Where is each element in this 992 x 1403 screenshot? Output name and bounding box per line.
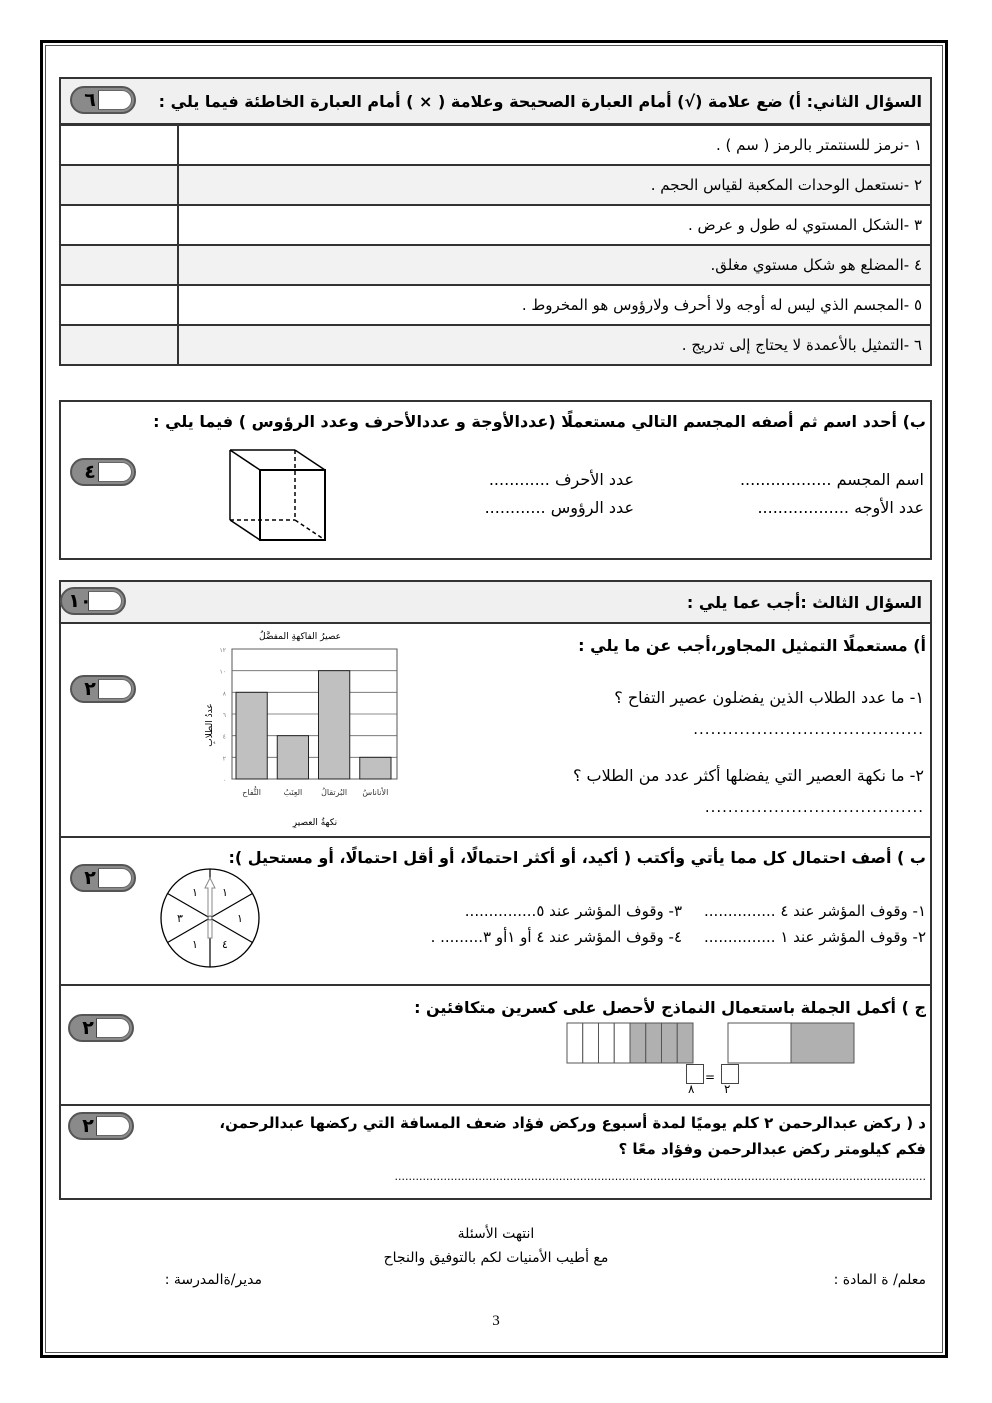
true-false-table <box>59 124 932 366</box>
score-value: ١٠ <box>68 590 92 612</box>
probability-item-3[interactable]: ٣- وقوف المؤشر عند ٥............... <box>464 902 682 920</box>
fraction-models <box>566 1022 858 1064</box>
end-text: انتهت الأسئلة <box>457 1226 535 1242</box>
q3a-answer-1[interactable]: ........................................ <box>693 720 924 738</box>
score-value: ٢ <box>82 1115 94 1137</box>
score-slot[interactable] <box>88 591 122 611</box>
x-tick-label: البُرتقالُ <box>321 788 348 797</box>
table-row <box>60 125 931 165</box>
score-value: ٤ <box>84 461 96 483</box>
page-number: 3 <box>492 1313 500 1329</box>
equals-sign: = <box>705 1070 716 1084</box>
spinner-divider <box>210 894 252 919</box>
y-tick-label: ١٠ <box>219 668 226 676</box>
y-tick-label: ٠ <box>222 777 226 784</box>
q3d-answer-line[interactable]: ........................................................................................................................................................ <box>394 1170 926 1183</box>
statement: ٤ -المضلع هو شكل مستوي مغلق. <box>178 245 931 285</box>
q3a-score-badge <box>70 675 136 703</box>
chart-title: عصيرُ الفاكهةِ المفضَّلُ <box>259 632 341 642</box>
q2-header <box>59 77 932 125</box>
q3c-score-badge <box>68 1014 134 1042</box>
fraction-part <box>646 1023 662 1063</box>
q3-part-b-title: ب ) أصف احتمال كل مما يأتي وأكتب ( أكيد، أو أكثر احتمالًا، أو أقل احتمالًا، أو مستحيل ): <box>228 848 926 867</box>
y-tick-label: ٦ <box>222 712 226 719</box>
spinner-section-label: ١ <box>192 886 198 900</box>
numerator-box-right[interactable] <box>721 1064 739 1084</box>
q3-part-c-title: ج ) أكمل الجملة باستعمال النماذج لأحصل على كسرين متكافئين : <box>414 998 926 1017</box>
q2-score-badge <box>70 86 136 114</box>
chart-bar <box>236 692 267 779</box>
probability-item-1[interactable]: ١- وقوف المؤشر عند ٤ ............... <box>704 902 926 920</box>
answer-cell[interactable] <box>60 205 178 245</box>
answer-cell[interactable] <box>60 245 178 285</box>
q3-header-text: السؤال الثالث :أجب عما يلي : <box>686 592 922 612</box>
answer-cell[interactable] <box>60 165 178 205</box>
q3d-score-badge <box>68 1112 134 1140</box>
statement: ٣ -الشكل المستوي له طول و عرض . <box>178 205 931 245</box>
statement: ٦ -التمثيل بالأعمدة لا يحتاج إلى تدريج . <box>178 325 931 365</box>
q3a-answer-2[interactable]: ...................................... <box>704 798 924 816</box>
score-value: ٢ <box>84 678 96 700</box>
spinner-arrow-icon <box>205 878 215 938</box>
chart-bar <box>319 671 350 779</box>
denominator-left: ٨ <box>688 1082 695 1096</box>
statement: ١ -نرمز للسنتمتر بالرمز ( سم ) . <box>178 125 931 165</box>
score-slot[interactable] <box>96 1116 130 1136</box>
table-row <box>60 205 931 245</box>
y-tick-label: ٢ <box>222 755 226 763</box>
spinner-section-label: ١ <box>192 937 198 951</box>
fraction-part <box>630 1023 646 1063</box>
fraction-part <box>599 1023 615 1063</box>
fraction-part <box>728 1023 791 1063</box>
spinner-figure <box>158 866 262 970</box>
chart-xlabel: نكهةُ العصيرِ <box>292 818 338 828</box>
q3-part-d-line1: د ( ركض عبدالرحمن ٢ كلم يوميًا لمدة أسبوع وركض فؤاد ضعف المسافة التي ركضها عبدالرحمن، <box>219 1114 926 1132</box>
spinner-divider <box>168 918 210 943</box>
chart-ylabel: عددُ الطلابِ <box>205 703 215 747</box>
fraction-part <box>567 1023 583 1063</box>
q3a-question-1: ١- ما عدد الطلاب الذين يفضلون عصير التفاح ؟ <box>614 688 924 707</box>
score-slot[interactable] <box>98 90 132 110</box>
spinner-section-label: ١ <box>222 886 228 900</box>
q3-score-badge <box>60 587 126 615</box>
table-row <box>60 285 931 325</box>
score-value: ٢ <box>82 1017 94 1039</box>
shape-name-field[interactable]: اسم المجسم .................. <box>739 470 924 489</box>
score-slot[interactable] <box>98 679 132 699</box>
q3-part-d-line2: فكم كيلومتر ركض عبدالرحمن وفؤاد معًا ؟ <box>618 1140 926 1158</box>
fraction-part <box>791 1023 854 1063</box>
fraction-part <box>583 1023 599 1063</box>
answer-cell[interactable] <box>60 125 178 165</box>
probability-item-2[interactable]: ٢- وقوف المؤشر عند ١ ............... <box>704 928 926 946</box>
table-row <box>60 165 931 205</box>
numerator-box-left[interactable] <box>686 1064 704 1084</box>
q3-header <box>59 580 932 624</box>
spinner-section-label: ١ <box>237 912 243 925</box>
x-tick-label: العِنَبُ <box>283 788 303 797</box>
vertices-count-field[interactable]: عدد الرؤوس ............ <box>484 498 634 517</box>
rectangular-prism-figure <box>225 445 335 545</box>
spinner-section-label: ٣ <box>177 912 183 925</box>
edges-count-field[interactable]: عدد الأحرف ............ <box>488 470 634 489</box>
spinner-section-label: ٤ <box>222 937 228 951</box>
y-tick-label: ١٢ <box>219 647 226 654</box>
probability-item-4[interactable]: ٤- وقوف المؤشر عند ٤ أو ١أو ٣......... . <box>430 928 682 946</box>
x-tick-label: التُّفاح <box>242 788 261 797</box>
score-slot[interactable] <box>96 1018 130 1038</box>
fraction-part <box>662 1023 678 1063</box>
teacher-signature: معلم/ ة المادة : <box>833 1272 926 1288</box>
wishes-text: مع أطيب الأمنيات لكم بالتوفيق والنجاح <box>383 1250 609 1266</box>
statement: ٥ -المجسم الذي ليس له أوجه ولا أحرف ولارؤوس هو المخروط . <box>178 285 931 325</box>
spinner-divider <box>210 918 252 943</box>
table-row <box>60 245 931 285</box>
q3a-question-2: ٢- ما نكهة العصير التي يفضلها أكثر عدد من الطلاب ؟ <box>572 766 924 785</box>
fraction-part <box>677 1023 693 1063</box>
answer-cell[interactable] <box>60 325 178 365</box>
statement: ٢ -نستعمل الوحدات المكعبة لقياس الحجم . <box>178 165 931 205</box>
q2b-score-badge <box>70 458 136 486</box>
score-slot[interactable] <box>98 868 132 888</box>
faces-count-field[interactable]: عدد الأوجه .................. <box>757 498 924 517</box>
juice-bar-chart <box>200 625 410 835</box>
denominator-right: ٢ <box>724 1082 731 1096</box>
score-value: ٢ <box>84 867 96 889</box>
y-tick-label: ٨ <box>222 690 226 698</box>
fraction-part <box>614 1023 630 1063</box>
spinner-divider <box>168 894 210 919</box>
q3b-score-badge <box>70 864 136 892</box>
q2-part-b-title: ب) أحدد اسم ثم أصفه المجسم التالي مستعملًا (عددالأوجة و عددالأحرف وعدد الرؤوس ) فيما يلي : <box>153 412 926 431</box>
score-slot[interactable] <box>98 462 132 482</box>
principal-signature: مدير/ةالمدرسة : <box>164 1272 262 1288</box>
q3-part-a-title: أ) مستعملًا التمثيل المجاور،أجب عن ما يلي : <box>578 636 926 655</box>
x-tick-label: الأناناسُ <box>362 788 389 797</box>
table-row <box>60 325 931 365</box>
answer-cell[interactable] <box>60 285 178 325</box>
score-value: ٦ <box>84 89 96 111</box>
chart-bar <box>277 736 308 779</box>
q2-header-text: السؤال الثاني: أ) ضع علامة (√) أمام العبارة الصحيحة وعلامة ( × ) أمام العبارة الخاطئة فيما يلي : <box>158 91 922 111</box>
chart-bar <box>360 757 391 779</box>
y-tick-label: ٤ <box>222 733 226 741</box>
